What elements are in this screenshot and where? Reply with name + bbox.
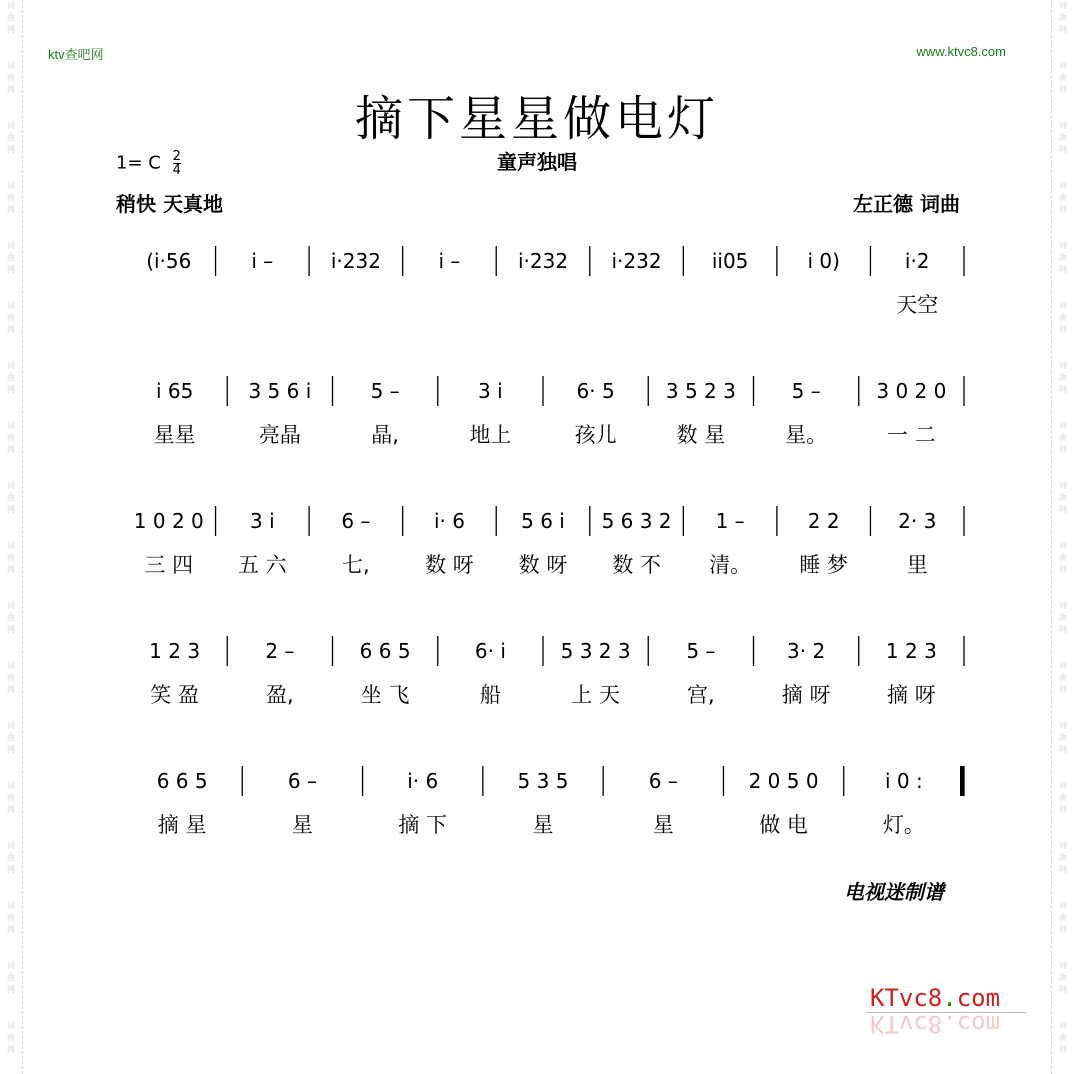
measure-notes: 5 – (791, 379, 821, 403)
measure-notes: 6 – (287, 769, 317, 793)
measure-notes: 5 – (370, 379, 400, 403)
measure-notes: i 0) (807, 249, 840, 273)
measure-notes: i· 6 (433, 509, 465, 533)
measure-notes: 6 – (341, 509, 371, 533)
song-subtitle: 童声独唱 (497, 150, 577, 174)
measure-notes: i· 6 (407, 769, 439, 793)
measure-notes: 3· 2 (787, 639, 826, 663)
site-name-label: ktv查吧网 (48, 47, 104, 62)
final-bar-line (960, 766, 964, 796)
measure-notes: 6 – (648, 769, 678, 793)
lyric-text: 盈, (266, 683, 294, 707)
transcriber-credit: 电视迷制谱 (844, 880, 944, 904)
lyric-text: 宫, (687, 683, 715, 707)
logo-reflection (870, 1010, 1000, 1038)
lyric-text: 摘 呀 (781, 683, 831, 707)
logo-reflection-part1: KTvc8 (870, 1010, 943, 1038)
lyric-text: 里 (906, 553, 928, 577)
lyric-text: 清。 (709, 553, 752, 577)
measure-notes: i – (438, 249, 461, 273)
measure-notes: 6 6 5 (359, 639, 411, 663)
song-title: 摘下星星做电灯 (354, 91, 719, 147)
lyric-text: 摘 星 (157, 813, 207, 837)
logo-reflection-part2: com (956, 1010, 1001, 1038)
lyric-text: 星 (532, 813, 554, 837)
measure-notes: ii05 (711, 249, 749, 273)
lyric-text: 笑 盈 (150, 683, 199, 707)
lyric-text: 星 (291, 813, 313, 837)
lyric-text: 数 星 (676, 423, 726, 447)
lyric-text: 五 六 (237, 553, 287, 577)
measure-notes: 2· 3 (898, 509, 937, 533)
measure-notes: 5 3 2 3 (560, 639, 631, 663)
measure-notes: 3 5 6 i (248, 379, 312, 403)
logo-part1: KTvc8 (870, 984, 943, 1012)
measure-notes: 3 i (250, 509, 275, 533)
measure-notes: i·2 (904, 249, 930, 273)
lyric-text: 数 呀 (518, 553, 568, 577)
lyric-text: 星 (652, 813, 674, 837)
logo-dot: . (942, 984, 957, 1012)
measure-notes: i 0 : (884, 769, 923, 793)
lyric-text: 数 不 (612, 553, 661, 577)
measure-notes: 1 0 2 0 (133, 509, 204, 533)
measure-notes: i·232 (611, 249, 662, 273)
measure-notes: 5 3 5 (517, 769, 569, 793)
time-bottom: 4 (172, 163, 181, 178)
lyric-text: 七, (342, 553, 370, 577)
lyric-text: 坐 飞 (360, 683, 410, 707)
logo-reflection-dot: . (942, 1010, 957, 1038)
lyric-text: 灯。 (882, 813, 925, 837)
measure-notes: 5 6 i (521, 509, 565, 533)
measure-notes: 3 5 2 3 (665, 379, 736, 403)
key-label: 1= C (116, 152, 161, 174)
lyric-text: 船 (479, 683, 501, 707)
measure-notes: 2 – (265, 639, 295, 663)
measure-notes: 3 i (478, 379, 503, 403)
left-watermark-strip: 词 曲 网 词 曲 网 词 曲 网 词 曲 网 词 曲 网 词 曲 网 词 曲 网 词 曲 网 词 曲 网 词 曲 网 词 曲 网 词 曲 网 词 曲 网 词 曲 网 词 曲 网 词 曲 网 词 曲 网 词 曲 网 (0, 0, 23, 1074)
lyric-text: 睡 梦 (799, 553, 849, 577)
composer-credit: 左正德 词曲 (853, 192, 960, 216)
lyric-text: 上 天 (571, 683, 620, 707)
measure-notes: 5 6 3 2 (601, 509, 672, 533)
lyric-text: 摘 下 (398, 813, 448, 837)
measure-notes: 6· 5 (576, 379, 615, 403)
measure-notes: 1 2 3 (885, 639, 937, 663)
time-top: 2 (172, 149, 181, 164)
measure-notes: 5 – (686, 639, 716, 663)
lyric-text: 摘 呀 (887, 683, 936, 707)
lyric-text: 做 电 (759, 813, 808, 837)
right-watermark-strip: 词 曲 网 词 曲 网 词 曲 网 词 曲 网 词 曲 网 词 曲 网 词 曲 网 词 曲 网 词 曲 网 词 曲 网 词 曲 网 词 曲 网 词 曲 网 词 曲 网 词 曲 网 词 曲 网 词 曲 网 词 曲 网 (1051, 0, 1074, 1074)
tempo-marking: 稍快 天真地 (116, 192, 223, 216)
measure-notes: 2 0 5 0 (748, 769, 819, 793)
lyric-text: 一 二 (887, 423, 936, 447)
lyric-text: 三 四 (144, 553, 194, 577)
lyric-text: 星。 (785, 423, 828, 447)
lyric-text: 数 呀 (425, 553, 474, 577)
measure-notes: i·232 (330, 249, 381, 273)
measure-notes: i·232 (517, 249, 569, 273)
measure-notes: i – (251, 249, 274, 273)
measure-notes: 1 – (715, 509, 745, 533)
measure-notes: 6· i (474, 639, 506, 663)
measure-notes: i 65 (155, 379, 194, 403)
lyric-text: 星星 (153, 423, 196, 447)
logo-part2: com (956, 984, 1001, 1012)
ktvc8-logo (870, 984, 1000, 1012)
measure-notes: 6 6 5 (156, 769, 208, 793)
measure-notes: 2 2 (807, 509, 840, 533)
lyric-text: 天空 (896, 293, 939, 317)
measure-notes: 1 2 3 (149, 639, 201, 663)
site-url-label: www.ktvc8.com (916, 44, 1006, 59)
lyric-text: 亮晶 (258, 423, 301, 447)
lyric-text: 孩儿 (574, 423, 617, 447)
measure-notes: (i·56 (146, 249, 192, 273)
lyric-text: 晶, (371, 423, 399, 447)
lyric-text: 地上 (469, 423, 512, 447)
measure-notes: 3 0 2 0 (876, 379, 947, 403)
